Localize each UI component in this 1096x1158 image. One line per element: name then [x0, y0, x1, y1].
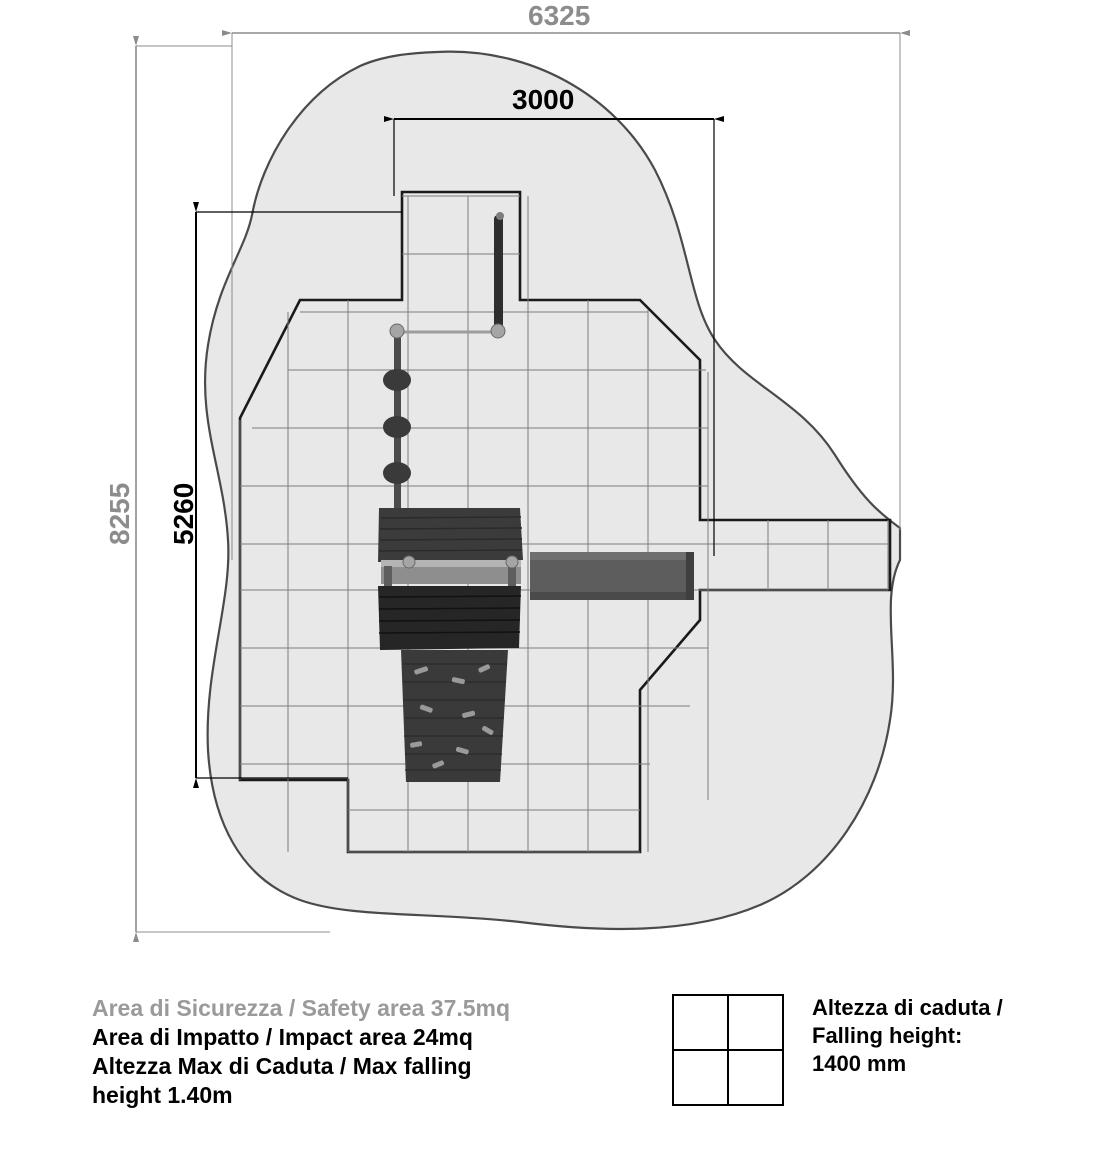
legend-falling-height-line1: Altezza di caduta / — [812, 995, 1003, 1020]
legend-falling-height-line2: Falling height: — [812, 1023, 963, 1048]
dimension-label-overall-width: 6325 — [528, 0, 591, 31]
dimension-label-inner-width: 3000 — [512, 84, 575, 115]
legend-falling-height-value: 1400 mm — [812, 1051, 907, 1076]
legend-grid-swatch — [672, 994, 784, 1106]
dimension-label-inner-height: 5260 — [168, 482, 199, 545]
legend-max-falling-height-line1: Altezza Max di Caduta / Max falling — [92, 1053, 472, 1079]
swatch-horizontal-divider — [674, 1049, 782, 1051]
legend — [0, 980, 1096, 1158]
dimension-label-overall-height: 8255 — [104, 482, 135, 545]
legend-max-falling-height-line2: height 1.40m — [92, 1082, 233, 1108]
legend-falling-height-block — [812, 994, 1082, 1078]
safety-area-shape — [205, 52, 900, 929]
legend-safety-area-line: Area di Sicurezza / Safety area 37.5mq — [92, 995, 511, 1021]
legend-impact-area-line: Area di Impatto / Impact area 24mq — [92, 1024, 473, 1050]
legend-text-block — [92, 994, 672, 1110]
